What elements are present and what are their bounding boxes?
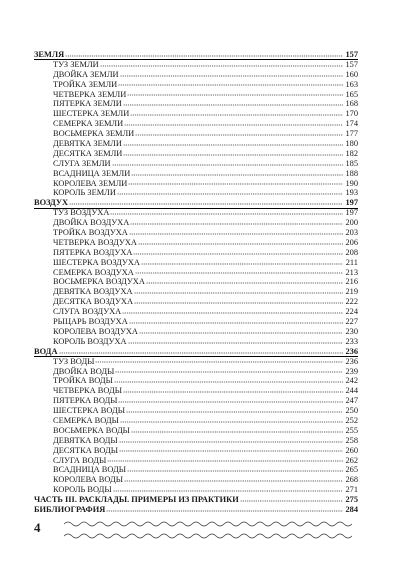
dot-leader (139, 328, 343, 334)
toc-entry (34, 159, 358, 169)
toc-entry-page: 262 (345, 455, 358, 465)
dot-leader (110, 209, 343, 215)
toc-entry-page: 268 (345, 475, 358, 485)
dot-leader (119, 437, 343, 443)
toc-entry-page: 190 (345, 178, 358, 188)
toc-entry-page: 244 (345, 386, 358, 396)
toc-entry (34, 238, 358, 248)
dot-leader (134, 288, 343, 294)
toc-entry-page: 219 (345, 287, 358, 297)
toc-entry-page: 182 (345, 148, 358, 158)
toc-entry-title: ЧЕТВЕРКА ВОДЫ (53, 386, 122, 396)
toc-entry-page: 250 (345, 406, 358, 416)
toc-entry-title: ВОСЬМЕРКА ВОЗДУХА (53, 277, 145, 287)
toc-entry (34, 218, 358, 228)
dot-leader (123, 140, 343, 146)
dot-leader (118, 81, 343, 87)
toc-entry-page: 193 (345, 188, 358, 198)
toc-entry (34, 228, 358, 238)
toc-entry-title: КОРОЛЕВА ВОЗДУХА (53, 326, 138, 336)
toc-section-entry (34, 505, 358, 515)
toc-entry-page: 157 (345, 50, 358, 59)
toc-entry-page: 197 (345, 208, 358, 218)
toc-entry-title: КОРОЛЬ ВОДЫ (53, 485, 112, 495)
toc-entry (34, 179, 358, 189)
toc-entry-title: ВОСЬМЕРКА ЗЕМЛИ (53, 129, 135, 139)
toc-entry-title: ЧАСТЬ III. РАСКЛАДЫ. ПРИМЕРЫ ИЗ ПРАКТИКИ (34, 495, 239, 505)
toc-section-entry (34, 347, 358, 357)
toc-entry-title: СЛУГА ВОДЫ (53, 455, 107, 465)
dot-leader (117, 189, 343, 195)
toc-entry-page: 222 (345, 297, 358, 307)
page-footer (34, 518, 358, 548)
toc-entry-page: 247 (345, 396, 358, 406)
toc-entry-title: ТУЗ ВОЗДУХА (53, 208, 110, 218)
toc-entry-title: ВОДА (34, 346, 58, 356)
toc-entry-title: ПЯТЕРКА ВОЗДУХА (53, 247, 133, 257)
dot-leader (128, 180, 343, 186)
toc-entry (34, 406, 358, 416)
toc-entry-page: 252 (345, 415, 358, 425)
toc-entry (34, 337, 358, 347)
toc-entry-title: ШЕСТЕРКА ЗЕМЛИ (53, 109, 130, 119)
toc-entry (34, 367, 358, 377)
toc-entry-title: КОРОЛЬ ВОЗДУХА (53, 336, 127, 346)
toc-entry-title: ВОЗДУХ (34, 198, 69, 208)
dot-leader (135, 269, 343, 275)
toc-entry-page: 258 (345, 435, 358, 445)
toc-entry-title: СЕМЕРКА ЗЕМЛИ (53, 119, 124, 129)
toc-entry-page: 242 (345, 376, 358, 386)
dot-leader (138, 239, 343, 245)
toc-entry-title: ТУЗ ЗЕМЛИ (53, 59, 99, 69)
toc-entry-page: 170 (345, 109, 358, 119)
toc-entry (34, 188, 358, 198)
toc-entry (34, 208, 358, 218)
dot-leader (129, 229, 343, 235)
toc-entry-title: ЧЕТВЕРКА ВОЗДУХА (53, 237, 137, 247)
toc-entry-title: ВСАДНИЦА ЗЕМЛИ (53, 168, 131, 178)
toc-entry-title: КОРОЛЬ ЗЕМЛИ (53, 188, 116, 198)
dot-leader (118, 397, 343, 403)
toc-entry-page: 185 (345, 158, 358, 168)
toc-entry (34, 376, 358, 386)
toc-entry-page: 265 (345, 465, 358, 475)
toc-entry (34, 129, 358, 139)
toc-entry-title: ШЕСТЕРКА ВОЗДУХА (53, 257, 140, 267)
toc-entry-page: 260 (345, 445, 358, 455)
toc-entry (34, 436, 358, 446)
dot-leader (115, 368, 343, 374)
dot-leader (95, 358, 343, 364)
toc-entry-title: ДВОЙКА ВОДЫ (53, 366, 115, 376)
toc-entry-page: 227 (345, 317, 358, 327)
toc-entry-page: 180 (345, 139, 358, 149)
dot-leader (146, 278, 343, 284)
toc-entry (34, 416, 358, 426)
toc-entry-title: РЫЦАРЬ ВОЗДУХА (53, 317, 128, 327)
dot-leader (112, 160, 343, 166)
toc-entry (34, 149, 358, 159)
toc-entry (34, 485, 358, 495)
toc-entry-title: СЛУГА ВОЗДУХА (53, 307, 122, 317)
toc-entry-page: 168 (345, 99, 358, 109)
table-of-contents (34, 50, 358, 515)
toc-entry (34, 70, 358, 80)
toc-entry-page: 200 (345, 218, 358, 228)
toc-entry (34, 169, 358, 179)
toc-section-entry (34, 495, 358, 505)
dot-leader (123, 100, 343, 106)
toc-entry (34, 268, 358, 278)
dot-leader (107, 457, 343, 463)
toc-entry-page: 157 (345, 59, 358, 69)
toc-entry-title: ДЕВЯТКА ВОЗДУХА (53, 287, 133, 297)
toc-entry-title: КОРОЛЕВА ВОДЫ (53, 475, 124, 485)
dot-leader (128, 338, 343, 344)
dot-leader (113, 486, 343, 492)
toc-entry-title: КОРОЛЕВА ЗЕМЛИ (53, 178, 128, 188)
toc-entry-page: 206 (345, 237, 358, 247)
dot-leader (119, 447, 343, 453)
toc-entry (34, 396, 358, 406)
toc-entry-title: ДЕСЯТКА ЗЕМЛИ (53, 148, 123, 158)
dot-leader (127, 466, 343, 472)
toc-entry-page: 216 (345, 277, 358, 287)
dot-leader (131, 427, 343, 433)
toc-entry-title: ВСАДНИЦА ВОДЫ (53, 465, 127, 475)
toc-entry (34, 277, 358, 287)
dot-leader (124, 476, 343, 482)
toc-entry (34, 386, 358, 396)
toc-entry (34, 90, 358, 100)
toc-entry-page: 188 (345, 168, 358, 178)
toc-entry-page: 224 (345, 307, 358, 317)
toc-entry-page: 255 (345, 425, 358, 435)
toc-entry-title: ТРОЙКА ВОЗДУХА (53, 228, 128, 238)
dot-leader (126, 407, 343, 413)
dot-leader (134, 298, 343, 304)
dot-leader (65, 51, 343, 57)
dot-leader (106, 506, 343, 512)
toc-entry (34, 60, 358, 70)
toc-entry (34, 317, 358, 327)
toc-entry-page: 230 (345, 326, 358, 336)
toc-entry-page: 163 (345, 79, 358, 89)
toc-entry (34, 119, 358, 129)
toc-entry-title: ПЯТЕРКА ЗЕМЛИ (53, 99, 122, 109)
dot-leader (130, 110, 343, 116)
toc-section-entry (34, 198, 358, 208)
toc-entry-title: ДЕВЯТКА ЗЕМЛИ (53, 139, 122, 149)
toc-entry (34, 99, 358, 109)
toc-entry-page: 236 (345, 356, 358, 366)
toc-entry-page: 284 (345, 504, 358, 514)
toc-entry (34, 258, 358, 268)
toc-entry (34, 357, 358, 367)
toc-entry (34, 297, 358, 307)
toc-entry-title: ШЕСТЕРКА ВОДЫ (53, 406, 126, 416)
dot-leader (131, 170, 343, 176)
dot-leader (122, 308, 343, 314)
dot-leader (240, 496, 343, 502)
dot-leader (100, 61, 343, 67)
toc-entry-title: ДВОЙКА ЗЕМЛИ (53, 69, 119, 79)
toc-entry (34, 327, 358, 337)
toc-entry-page: 165 (345, 89, 358, 99)
dot-leader (129, 318, 343, 324)
toc-entry-title: ДЕСЯТКА ВОДЫ (53, 445, 119, 455)
toc-entry-title: СЛУГА ЗЕМЛИ (53, 158, 111, 168)
dot-leader (141, 259, 343, 265)
dot-leader (130, 219, 343, 225)
dot-leader (120, 417, 343, 423)
toc-entry-page: 174 (345, 119, 358, 129)
wave-ornament (64, 518, 358, 544)
toc-entry-title: ЗЕМЛЯ (34, 50, 65, 59)
toc-entry-title: ТРОЙКА ВОДЫ (53, 376, 113, 386)
toc-entry-title: ТРОЙКА ЗЕМЛИ (53, 79, 118, 89)
toc-entry-page: 233 (345, 336, 358, 346)
dot-leader (135, 130, 343, 136)
toc-entry-page: 203 (345, 228, 358, 238)
toc-entry-page: 211 (345, 257, 358, 267)
dot-leader (69, 199, 343, 205)
toc-entry (34, 465, 358, 475)
toc-entry-title: ЧЕТВЕРКА ЗЕМЛИ (53, 89, 127, 99)
toc-entry-title: ДЕВЯТКА ВОДЫ (53, 435, 118, 445)
toc-entry (34, 80, 358, 90)
toc-entry-title: ТУЗ ВОДЫ (53, 356, 95, 366)
dot-leader (120, 71, 343, 77)
toc-entry-title: ДВОЙКА ВОЗДУХА (53, 218, 130, 228)
toc-entry (34, 426, 358, 436)
toc-section-entry (34, 50, 358, 60)
toc-entry-title: ВОСЬМЕРКА ВОДЫ (53, 425, 130, 435)
page-number: 4 (34, 520, 41, 535)
toc-entry-page: 208 (345, 247, 358, 257)
toc-entry-page: 177 (345, 129, 358, 139)
toc-entry-page: 160 (345, 69, 358, 79)
toc-entry (34, 109, 358, 119)
toc-entry-title: ДЕСЯТКА ВОЗДУХА (53, 297, 134, 307)
toc-entry (34, 287, 358, 297)
toc-entry (34, 456, 358, 466)
dot-leader (133, 249, 343, 255)
toc-entry-title: СЕМЕРКА ВОЗДУХА (53, 267, 134, 277)
toc-entry (34, 248, 358, 258)
dot-leader (123, 150, 343, 156)
toc-entry-page: 197 (345, 198, 358, 208)
toc-entry (34, 475, 358, 485)
dot-leader (114, 377, 343, 383)
toc-entry (34, 307, 358, 317)
toc-entry-page: 213 (345, 267, 358, 277)
toc-entry-page: 275 (345, 495, 358, 505)
toc-entry-page: 271 (345, 485, 358, 495)
toc-entry-title: БИБЛИОГРАФИЯ (34, 504, 106, 514)
toc-entry-page: 239 (345, 366, 358, 376)
dot-leader (59, 348, 344, 354)
toc-entry (34, 139, 358, 149)
dot-leader (127, 91, 343, 97)
toc-entry (34, 446, 358, 456)
dot-leader (124, 120, 343, 126)
toc-entry-title: СЕМЕРКА ВОДЫ (53, 415, 119, 425)
dot-leader (123, 387, 343, 393)
toc-entry-title: ПЯТЕРКА ВОДЫ (53, 396, 118, 406)
toc-entry-page: 236 (345, 346, 358, 356)
